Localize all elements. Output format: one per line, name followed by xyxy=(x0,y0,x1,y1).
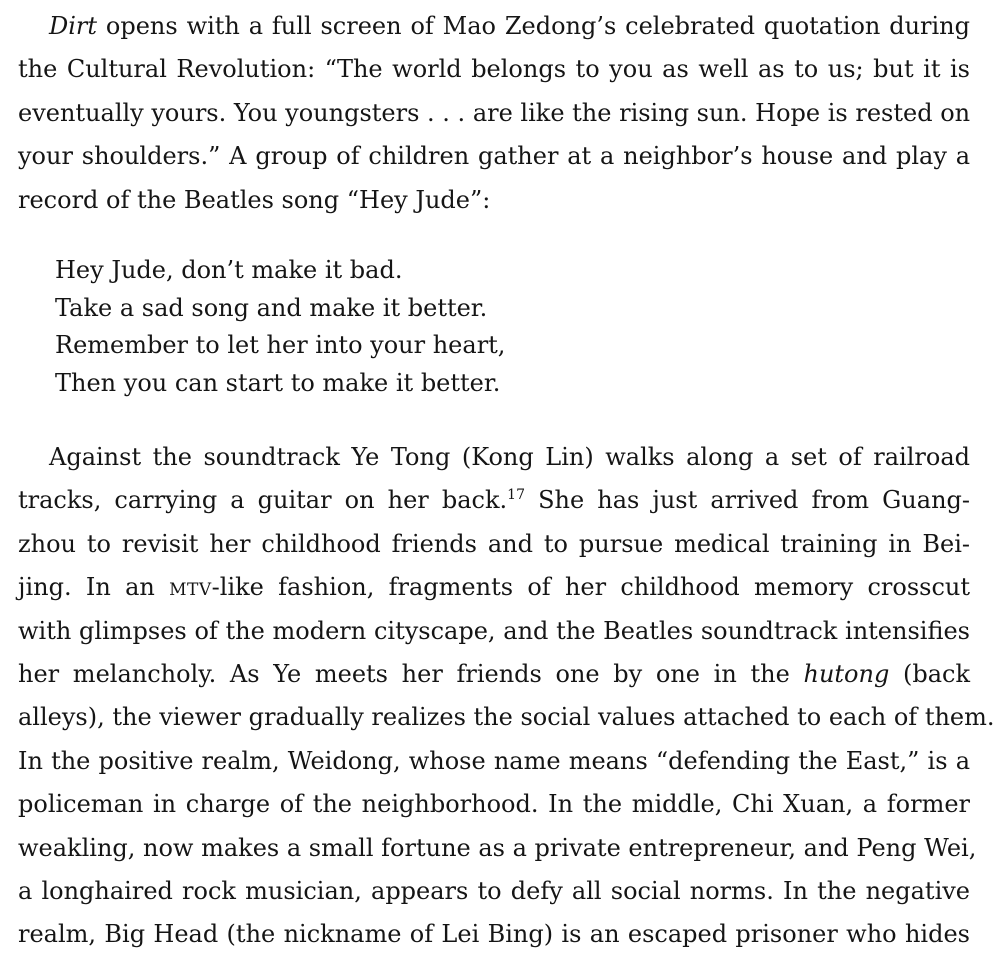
film-title: Dirt xyxy=(49,12,98,40)
text-line: Dirt opens with a full screen of Mao Zedong’s celebrated quotation during xyxy=(49,12,970,40)
text-line: alleys), the viewer gradually realizes the social values attached to each of them. xyxy=(18,703,995,732)
text-line: tracks, carrying a guitar on her back.$^{17}$ She has just arrived from Guang- xyxy=(18,486,970,515)
lyric-line: Hey Jude, don’t make it bad. xyxy=(55,256,403,284)
song-lyrics-blockquote xyxy=(55,252,505,402)
text-line: her melancholy. As Ye meets her friends one by one in the hutong (back xyxy=(18,659,971,688)
paragraph-soundtrack xyxy=(18,436,995,957)
text-line: Against the soundtrack Ye Tong (Kong Lin) walks along a set of railroad xyxy=(49,443,970,471)
text-line: zhou to revisit her childhood friends and to pursue medical training in Bei- xyxy=(18,529,970,558)
hutong-term: hutong xyxy=(803,659,890,688)
lyric-line: Then you can start to make it better. xyxy=(55,368,501,397)
text-line: eventually yours. You youngsters . . . are like the rising sun. Hope is rested on xyxy=(18,98,971,127)
text-line: policeman in charge of the neighborhood. In the middle, Chi Xuan, a former xyxy=(18,790,970,819)
lyric-line: Remember to let her into your heart, xyxy=(55,331,506,359)
paragraph-intro xyxy=(18,5,970,222)
text-line: realm, Big Head (the nickname of Lei Bing) is an escaped prisoner who hides xyxy=(18,920,970,949)
text-line: record of the Beatles song “Hey Jude”: xyxy=(18,185,491,214)
footnote-marker[interactable]: 17 xyxy=(507,487,525,504)
text-line: a longhaired rock musician, appears to defy all social norms. In the negative xyxy=(18,876,970,905)
text-line: with glimpses of the modern cityscape, and the Beatles soundtrack intensifies xyxy=(18,616,970,645)
text-line: jing. In an mtv-like fashion, fragments of her childhood memory crosscut xyxy=(18,573,971,602)
lyric-line: Take a sad song and make it better. xyxy=(55,293,488,322)
text-line: In the positive realm, Weidong, whose name means “defending the East,” is a xyxy=(18,746,970,775)
text-line: weakling, now makes a small fortune as a private entrepreneur, and Peng Wei, xyxy=(18,833,977,862)
mtv-term: mtv xyxy=(169,573,212,602)
text-line: the Cultural Revolution: “The world belongs to you as well as to us; but it is xyxy=(18,55,970,84)
text-line: your shoulders.” A group of children gather at a neighbor’s house and play a xyxy=(18,142,970,171)
